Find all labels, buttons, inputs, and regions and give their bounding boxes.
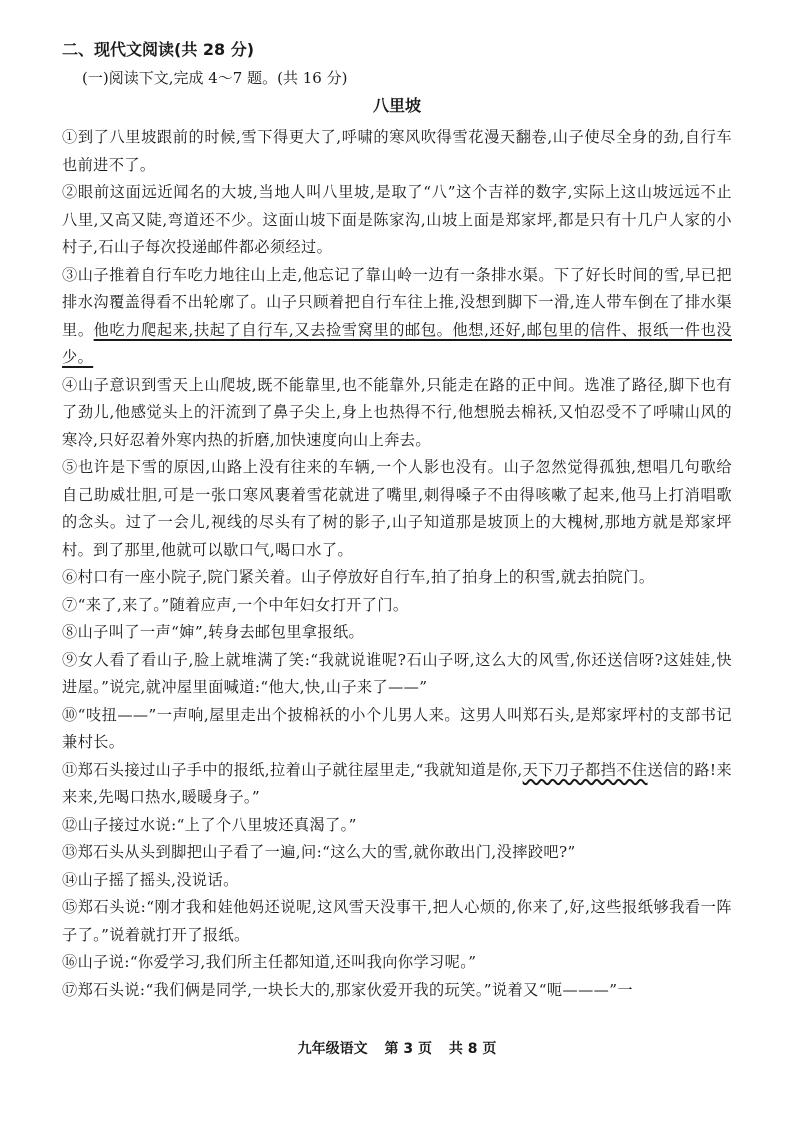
section-heading: 二、现代文阅读(共 28 分) xyxy=(62,40,255,59)
paragraph-11 xyxy=(62,757,732,812)
paragraph-8: ⑧山子叫了一声“婶”,转身去邮包里拿报纸。 xyxy=(62,623,365,641)
paragraph-15: ⑮郑石头说:“刚才我和娃他妈还说呢,这风雪天没事干,把人心烦的,你来了,好,这些报纸够我看一阵子了。”说着就打开了报纸。 xyxy=(62,898,732,944)
paragraph-12: ⑫山子接过水说:“上了个八里坡还真渴了。” xyxy=(62,815,357,834)
footer-page-number: 第 3 页 xyxy=(384,1041,432,1057)
question-instruction: (一)阅读下文,完成 4～7 题。(共 16 分) xyxy=(82,69,348,87)
article-body xyxy=(62,124,732,1004)
paragraph-2: ②眼前这面远近闻名的大坡,当地人叫八里坡,是取了“八”这个吉祥的数字,实际上这山坡远远不止八里,又高又陡,弯道还不少。这面山坡下面是陈家沟,山坡上面是郑家坪,都是只有十几户人家的小村子,石山子每次投递邮件都必须经过。 xyxy=(62,183,732,256)
paragraph-7: ⑦“来了,来了。”随着应声,一个中年妇女打开了门。 xyxy=(62,595,409,614)
hand-marked-phrase: 天下刀子都挡不住 xyxy=(522,760,648,779)
page-footer xyxy=(0,1038,794,1058)
paragraph-11-tail: 送信的路!来来来,先喝口热水,暖暖身子。” xyxy=(62,760,732,806)
paragraph-6: ⑥村口有一座小院子,院门紧关着。山子停放好自行车,拍了拍身上的积雪,就去拍院门。 xyxy=(62,568,655,586)
article-title: 八里坡 xyxy=(372,96,421,115)
paragraph-1: ①到了八里坡跟前的时候,雪下得更大了,呼啸的寒风吹得雪花漫天翻卷,山子使尽全身的劲,自行车也前进不了。 xyxy=(62,128,732,174)
paragraph-13: ⑬郑石头从头到脚把山子看了一遍,问:“这么大的雪,就你敢出门,没摔跤吧?” xyxy=(62,843,576,861)
footer-subject: 九年级语文 xyxy=(297,1041,368,1057)
paragraph-14: ⑭山子摇了摇头,没说话。 xyxy=(62,870,239,889)
paragraph-3-text: ③山子推着自行车吃力地往山上走,他忘记了靠山岭一边有一条排水渠。下了好长时间的雪,早已把排水沟覆盖得看不出轮廓了。山子只顾着把自行车往上推,没想到脚下一滑,连人带车倒在了排水渠里。 xyxy=(62,265,732,339)
paragraph-3 xyxy=(62,262,732,372)
paragraph-9: ⑨女人看了看山子,脸上就堆满了笑:“我就说谁呢?石山子呀,这么大的风雪,你还送信呀?这娃娃,快进屋。”说完,就冲屋里面喊道:“他大,快,山子来了——” xyxy=(62,650,732,696)
underlined-sentence: 他吃力爬起来,扶起了自行车,又去捡雪窝里的邮包。他想,还好,邮包里的信件、报纸一件也没少。 xyxy=(62,320,732,366)
paragraph-16: ⑯山子说:“你爱学习,我们所主任都知道,还叫我向你学习呢。” xyxy=(62,953,477,971)
paragraph-11-text: ⑪郑石头接过山子手中的报纸,拉着山子就往屋里走,“我就知道是你, xyxy=(62,760,523,779)
paragraph-5: ⑤也许是下雪的原因,山路上没有往来的车辆,一个人影也没有。山子忽然觉得孤独,想唱几句歌给自己助威壮胆,可是一张口寒风裹着雪花就进了嘴里,刺得嗓子不由得咳嗽了起来,他马上打消唱歌的念头。过了一会儿,视线的尽头有了树的影子,山子知道那是坡顶上的大槐树,那地方就是郑家坪村。到了那里,他就可以歇口气,喝口水了。 xyxy=(62,458,732,559)
footer-page-total: 共 8 页 xyxy=(448,1041,497,1057)
paragraph-17: ⑰郑石头说:“我们俩是同学,一块长大的,那家伙爱开我的玩笑。”说着又“呃———”一 xyxy=(62,980,634,999)
paragraph-10: ⑩“吱扭——”一声响,屋里走出个披棉袄的小个儿男人来。这男人叫郑石头,是郑家坪村的支部书记兼村长。 xyxy=(62,705,732,751)
paragraph-4: ④山子意识到雪天上山爬坡,既不能靠里,也不能靠外,只能走在路的正中间。选准了路径,脚下也有了劲儿,他感觉头上的汗流到了鼻子尖上,身上也热得不行,他想脱去棉袄,又怕忍受不了呼啸山风的寒冷,只好忍着外寒内热的折磨,加快速度向山上奔去。 xyxy=(62,375,732,449)
